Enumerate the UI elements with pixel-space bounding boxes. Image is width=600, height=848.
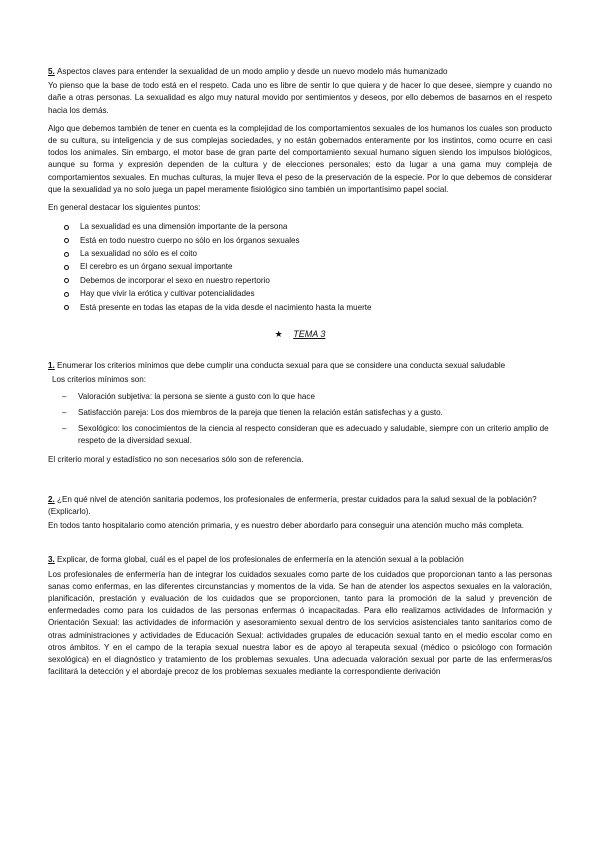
question-3-title: Explicar, de forma global, cuál es el papel de los profesionales de enfermería en la atención sexual a la población (57, 555, 464, 565)
list-item: Está en todo nuestro cuerpo no sólo en los órganos sexuales (64, 234, 552, 247)
question-1-heading (48, 360, 552, 372)
list-item: – Valoración subjetiva: la persona se siente a gusto con lo que hace (62, 391, 552, 403)
question-1-intro: Los criterios mínimos son: (52, 375, 147, 385)
list-item: La sexualidad es una dimensión importante de la persona (64, 220, 552, 233)
list-item: La sexualidad no sólo es el coito (64, 247, 552, 260)
question-3-number: 3. (48, 555, 55, 565)
tema-label: TEMA 3 (293, 329, 326, 340)
section-5-number: 5. (48, 67, 55, 76)
star-icon: ★ (274, 329, 283, 340)
question-1-title: Enumerar los criterios mínimos que debe cumplir una conducta sexual para que se considere una conducta sexual saludable (57, 361, 506, 371)
question-2-title: ¿En qué nivel de atención sanitaria podemos, los profesionales de enfermería, prestar cuidados para la salud sexual de la población? (Explicarlo). (48, 494, 537, 516)
question-2-answer: En todos tanto hospitalario como atención primaria, y es nuestro deber abordarlo para conseguir una atención mucho más completa. (48, 521, 525, 531)
key-points-list (48, 220, 552, 314)
section-5-heading (48, 66, 552, 78)
list-item: – Satisfacción pareja: Los dos miembros de la pareja que tienen la relación están satisfechas y a gusto. (62, 407, 552, 419)
question-2-number: 2. (48, 494, 55, 504)
question-2-heading (48, 494, 552, 518)
question-3-heading (48, 554, 552, 566)
list-item: – Sexológico: los conocimientos de la ciencia al respecto consideran que es adecuado y saludable, siempre con un criterio amplio de respeto de la diversidad sexual. (62, 423, 552, 447)
section-5-title: Aspectos claves para entender la sexualidad de un modo amplio y desde un nuevo modelo más humanizado (57, 67, 448, 76)
section-5-paragraph: Yo pienso que la base de todo está en el respeto. Cada uno es libre de sentir lo que quiera y de hacer lo que desee, siempre y cuando no dañe a otras personas. La sexualidad es algo muy natural movido por sentimientos y deseos, por ello debemos de basarnos en el respeto hacia los demás. (48, 81, 552, 115)
section-5-paragraph: Algo que debemos también de tener en cuenta es la complejidad de los comportamientos sexuales de los humanos los cuales son producto de su cultura, su inteligencia y de sus complejas sociedades, y no están gobernados enteramente por los instintos, como ocurre en casi todos los animales. Sin embargo, el motor base de gran parte del comportamiento sexual humano siguen siendo los impulsos biológicos, aunque su forma y expresión dependen de la cultura y de elecciones personales; esto da lugar a una gama muy compleja de comportamientos sexuales. En muchas culturas, la mujer lleva el peso de la preservación de la especie. Por lo que debemos de considerar que la sexualidad ya no solo juega un papel meramente fisiológico sino también un importantísimo papel social. (48, 123, 552, 194)
tema-heading (48, 328, 552, 340)
question-1-number: 1. (48, 361, 55, 371)
list-item: El cerebro es un órgano sexual importante (64, 260, 552, 273)
question-3-answer: Los profesionales de enfermería han de integrar los cuidados sexuales como parte de los cuidados que proporcionan tanto a las personas sanas como enfermas, en las diferentes circunstancias y momentos de la vida. Se han de atender los aspectos sexuales en la valoración, planificación, prestación y evaluación de los cuidados que se proporcionen, tanto para la promoción de la salud y prevención de enfermedades como para los cuidados de las personas enfermas ó incapacitadas. Para ello realizamos actividades de Información y Orientación Sexual: las actividades de información y asesoramiento sexual dentro de los servicios asistenciales tanto sanitarios como de otras administraciones y actividades de Educación Sexual: actividades grupales de educación sexual tanto en el medio escolar como en otros ámbitos. Y en el campo de la terapia sexual nuestra labor es de apoyo al terapeuta sexual (médico o psicólogo con formación sexológica) en el diagnóstico y tratamiento de los problemas sexuales. Una adecuada valoración sexual por parte de las enfermeras/os facilitará la detección y el abordaje precoz de los problemas sexuales mediante la correspondiente derivación (48, 569, 552, 677)
criteria-list (48, 391, 552, 448)
question-1-note: El criterio moral y estadístico no son necesarios sólo son de referencia. (48, 454, 304, 464)
list-item: Está presente en todas las etapas de la vida desde el nacimiento hasta la muerte (64, 301, 552, 314)
section-5-points-intro: En general destacar los siguientes puntos: (48, 203, 201, 213)
list-item: Hay que vivir la erótica y cultivar potencialidades (64, 287, 552, 300)
list-item: Debemos de incorporar el sexo en nuestro repertorio (64, 274, 552, 287)
